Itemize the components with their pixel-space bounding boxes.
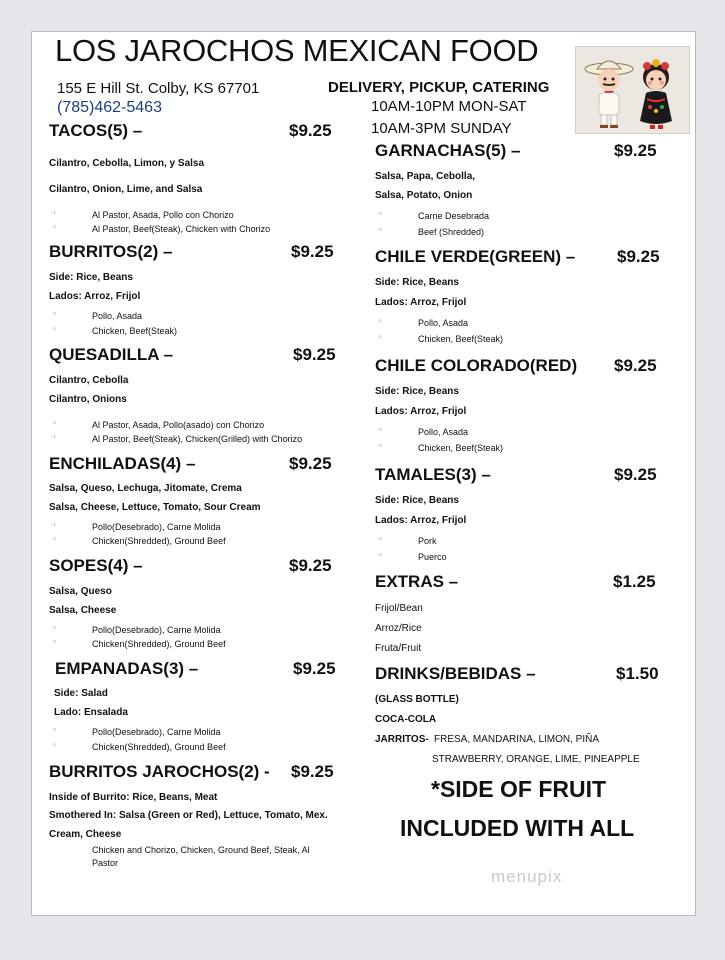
bullet-icon: ◦	[379, 209, 382, 218]
mexican-dolls-image	[575, 46, 690, 134]
side-of-fruit-line1: *SIDE OF FRUIT	[431, 776, 607, 802]
extras-fruit: Fruta/Fruit	[375, 643, 422, 654]
bullet-icon: ◦	[53, 740, 56, 749]
section-sopes-desc-es: Salsa, Queso	[49, 586, 112, 597]
section-tacos-desc-es: Cilantro, Cebolla, Limon, y Salsa	[49, 158, 205, 169]
bullet-icon: ◦	[53, 520, 56, 529]
section-jarochos-desc-smothered: Smothered In: Salsa (Green or Red), Lettuce, Tomato, Mex. Cream, Cheese	[49, 810, 328, 840]
extras-bean: Frijol/Bean	[375, 603, 423, 614]
bullet-icon: ◦	[53, 637, 56, 646]
bullet-icon: ◦	[53, 623, 56, 632]
section-garnachas-price: $9.25	[614, 141, 657, 160]
section-empanadas-item-en: Chicken(Shredded), Ground Beef	[92, 742, 226, 752]
menu-page	[31, 31, 696, 916]
section-enchiladas-item-es: Pollo(Desebrado), Carne Molida	[92, 522, 221, 532]
bullet-icon: ◦	[379, 534, 382, 543]
section-burritos-desc-es: Lados: Arroz, Frijol	[49, 291, 141, 302]
hours-sunday: 10AM-3PM SUNDAY	[371, 120, 512, 137]
section-enchiladas-desc-es: Salsa, Queso, Lechuga, Jitomate, Crema	[49, 483, 242, 494]
bullet-icon: ◦	[53, 432, 56, 441]
menupix-watermark: menupix	[491, 867, 563, 886]
bullet-icon: ◦	[379, 441, 382, 450]
bullet-icon: ◦	[53, 418, 56, 427]
section-enchiladas-name: ENCHILADAS(4) –	[49, 454, 196, 473]
services-text: DELIVERY, PICKUP, CATERING	[328, 79, 550, 96]
section-tacos-desc-en: Cilantro, Onion, Lime, and Salsa	[49, 184, 203, 195]
section-extras-name: EXTRAS –	[375, 572, 459, 591]
section-verde-price: $9.25	[617, 247, 660, 266]
section-colorado-price: $9.25	[614, 356, 657, 375]
section-burritos-item-en: Chicken, Beef(Steak)	[92, 326, 178, 336]
section-tacos-name: TACOS(5) –	[49, 121, 143, 140]
section-sopes-name: SOPES(4) –	[49, 556, 143, 575]
section-burritos-item-es: Pollo, Asada	[92, 311, 143, 321]
restaurant-title: LOS JAROCHOS MEXICAN FOOD	[55, 33, 539, 68]
section-enchiladas-desc-en: Salsa, Cheese, Lettuce, Tomato, Sour Cream	[49, 502, 261, 513]
extras-rice: Arroz/Rice	[375, 623, 422, 634]
section-empanadas-price: $9.25	[293, 659, 336, 678]
section-jarochos-name: BURRITOS JAROCHOS(2) -	[49, 762, 270, 781]
section-drinks-name: DRINKS/BEBIDAS –	[375, 664, 536, 683]
section-tamales-item-en: Pork	[418, 536, 437, 546]
section-tamales-item-es: Puerco	[418, 552, 447, 562]
section-tamales-name: TAMALES(3) –	[375, 465, 491, 484]
section-colorado-desc-es: Lados: Arroz, Frijol	[375, 406, 467, 417]
bullet-icon: ◦	[53, 222, 56, 231]
drinks-glass-bottle: (GLASS BOTTLE)	[375, 694, 459, 705]
section-extras-price: $1.25	[613, 572, 656, 591]
section-verde-name: CHILE VERDE(GREEN) –	[375, 247, 576, 266]
bullet-icon: ◦	[53, 208, 56, 217]
phone-number[interactable]: (785)462-5463	[57, 99, 162, 116]
drinks-coca-cola: COCA-COLA	[375, 714, 437, 725]
bullet-icon: ◦	[53, 534, 56, 543]
section-garnachas-desc-es: Salsa, Papa, Cebolla,	[375, 171, 476, 182]
section-tacos-item-es: Al Pastor, Asada, Pollo con Chorizo	[92, 210, 234, 220]
section-colorado-item-es: Pollo, Asada	[418, 427, 469, 437]
bullet-icon: ◦	[53, 309, 56, 318]
section-tacos-item-en: Al Pastor, Beef(Steak), Chicken with Chorizo	[92, 224, 271, 234]
section-enchiladas-item-en: Chicken(Shredded), Ground Beef	[92, 536, 226, 546]
section-empanadas-name: EMPANADAS(3) –	[55, 659, 199, 678]
section-garnachas-item-en: Beef (Shredded)	[418, 227, 485, 237]
section-tamales-desc-en: Side: Rice, Beans	[375, 495, 459, 506]
section-sopes-price: $9.25	[289, 556, 332, 575]
section-tamales-desc-es: Lados: Arroz, Frijol	[375, 515, 467, 526]
hours-weekday: 10AM-10PM MON-SAT	[371, 98, 527, 115]
section-quesadilla-desc-en: Cilantro, Onions	[49, 394, 127, 405]
bullet-icon: ◦	[379, 425, 382, 434]
section-quesadilla-name: QUESADILLA –	[49, 345, 174, 364]
section-enchiladas-price: $9.25	[289, 454, 332, 473]
bullet-icon: ◦	[379, 225, 382, 234]
section-verde-desc-es: Lados: Arroz, Frijol	[375, 297, 467, 308]
section-tacos-price: $9.25	[289, 121, 332, 140]
section-garnachas-desc-en: Salsa, Potato, Onion	[375, 190, 473, 201]
section-quesadilla-item-en: Al Pastor, Beef(Steak), Chicken(Grilled) with Chorizo	[92, 434, 303, 444]
section-quesadilla-price: $9.25	[293, 345, 336, 364]
side-of-fruit-line2: INCLUDED WITH ALL	[400, 815, 635, 841]
section-sopes-desc-en: Salsa, Cheese	[49, 605, 117, 616]
section-jarochos-desc-inside: Inside of Burrito: Rice, Beans, Meat	[49, 792, 218, 803]
section-colorado-name: CHILE COLORADO(RED)	[375, 356, 578, 375]
address: 155 E Hill St. Colby, KS 67701	[57, 80, 260, 97]
section-burritos-name: BURRITOS(2) –	[49, 242, 173, 261]
section-verde-item-en: Chicken, Beef(Steak)	[418, 334, 504, 344]
section-sopes-item-en: Chicken(Shredded), Ground Beef	[92, 639, 226, 649]
section-jarochos-items: Chicken and Chorizo, Chicken, Ground Beef, Steak, Al Pastor	[92, 845, 310, 868]
bullet-icon: ◦	[379, 550, 382, 559]
section-burritos-price: $9.25	[291, 242, 334, 261]
drinks-jarritos-flavors-en: STRAWBERRY, ORANGE, LIME, PINEAPPLE	[432, 754, 640, 765]
section-sopes-item-es: Pollo(Desebrado), Carne Molida	[92, 625, 221, 635]
section-empanadas-desc-en: Side: Salad	[54, 688, 108, 699]
bullet-icon: ◦	[379, 316, 382, 325]
section-empanadas-item-es: Pollo(Desebrado), Carne Molida	[92, 727, 221, 737]
section-burritos-desc-en: Side: Rice, Beans	[49, 272, 133, 283]
section-verde-desc-en: Side: Rice, Beans	[375, 277, 459, 288]
section-drinks-price: $1.50	[616, 664, 659, 683]
section-quesadilla-item-es: Al Pastor, Asada, Pollo(asado) con Chorizo	[92, 420, 265, 430]
section-garnachas-name: GARNACHAS(5) –	[375, 141, 521, 160]
drinks-jarritos-flavors-es: FRESA, MANDARINA, LIMON, PIÑA	[434, 734, 600, 745]
section-jarochos-price: $9.25	[291, 762, 334, 781]
section-colorado-desc-en: Side: Rice, Beans	[375, 386, 459, 397]
section-garnachas-item-es: Carne Desebrada	[418, 211, 490, 221]
section-quesadilla-desc-es: Cilantro, Cebolla	[49, 375, 129, 386]
section-empanadas-desc-es: Lado: Ensalada	[54, 707, 128, 718]
section-tamales-price: $9.25	[614, 465, 657, 484]
drinks-jarritos-label: JARRITOS-	[375, 734, 429, 745]
section-colorado-item-en: Chicken, Beef(Steak)	[418, 443, 504, 453]
bullet-icon: ◦	[379, 332, 382, 341]
bullet-icon: ◦	[53, 324, 56, 333]
section-verde-item-es: Pollo, Asada	[418, 318, 469, 328]
bullet-icon: ◦	[53, 725, 56, 734]
